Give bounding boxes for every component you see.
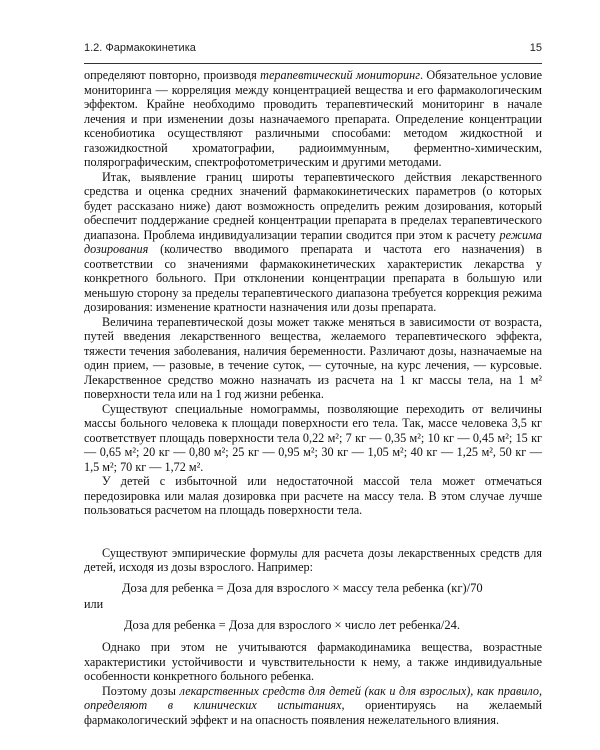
paragraph-nomograms: Существуют специальные номограммы, позволяющие переходить от величины массы больного человека к площади поверхности его тела. Так, массе человека 3,5 кг соответствует площадь поверхности тела 0,22 м²; 7 кг — 0,35 м²; 10 кг — 0,45 м²; 15 кг — 0,65 м²; 20 кг — 0,80 м²; 25 кг — 0,95 м²; 30 кг — 1,05 м²; 40 кг — 1,25 м², 50 кг — 1,5 м²; 70 кг — 1,72 м². <box>84 401 542 474</box>
formula-by-mass: Доза для ребенка = Доза для взрослого × массу тела ребенка (кг)/70 <box>122 580 483 595</box>
text-run: . Обязательное условие мониторинга — корреляция между концентрацией вещества и его фармакологическим эффектом. Крайне необходимо проводить терапевтический мониторинг в начале лечения и при изменении дозы назначаемого препарата. Определение концентрации ксенобиотика осуществляют различными способами: методом жидкостной и газожидкостной хроматографии, радиоиммунным, ферментно-химическим, полярографическим, спектрофотометрическим и другими методами. <box>84 68 542 169</box>
text-run: Поэтому дозы <box>102 683 180 698</box>
page-body <box>84 68 542 727</box>
paragraph-clinical-trials <box>84 684 542 728</box>
emphasis-term: режима дозирования <box>84 227 542 256</box>
paragraph-formulas-intro: Существуют эмпирические формулы для расчета дозы лекарственных средств для детей, исходя из дозы взрослого. Например: <box>84 545 542 574</box>
paragraph-dose-types: Величина терапевтической дозы может также меняться в зависимости от возраста, путей введения лекарственного вещества, желаемого терапевтического эффекта, тяжести течения заболевания, наличия беременности. Различают дозы, назначаемые на один прием, — разовые, в течение суток, — суточные, на курс лечения, — курсовые. Лекарственное средство можно назначать из расчета на 1 кг массы тела, на 1 м² поверхности тела или на 1 год жизни ребенка. <box>84 314 542 401</box>
text-run: ориентируясь на желаемый фармакологический эффект и на опасность появления нежелательного влияния. <box>84 698 542 727</box>
formula-by-age: Доза для ребенка = Доза для взрослого × число лет ребенка/24. <box>124 617 461 632</box>
page-number: 15 <box>529 42 542 54</box>
text-run: определяют повторно, производя <box>84 68 261 82</box>
or-connector: или <box>84 597 104 611</box>
paragraph-limitations: Однако при этом не учитываются фармакодинамика вещества, возрастные характеристики устойчивости и чувствительности к нему, а также индивидуальные особенности конкретного больного ребенка. <box>84 640 542 683</box>
section-title: 1.2. Фармакокинетика <box>84 42 196 54</box>
text-run: Итак, выявление границ широты терапевтического действия лекарственного средства и оценка средних значений фармакокинетических параметров (о которых будет рассказано ниже) дают возможность определить режим дозирования, который обеспечит поддержание средней концентрации препарата в пределах терапевтического диапазона. Проблема индивидуализации терапии сводится при этом к расчету <box>84 169 542 242</box>
header-rule <box>84 63 542 64</box>
emphasis-term: лекарственных средств для детей (как и для взрослых), как правило, определяют в клинических испытаниях, <box>84 683 542 712</box>
emphasis-term: терапевтический мониторинг <box>260 68 420 82</box>
paragraph-monitoring <box>84 68 542 170</box>
text-run: (количество вводимого препарата и частота его назначения) в соответствии со значениями фармакокинетических характеристик лекарства у конкретного больного. При отклонении концентрации препарата в большую или меньшую сторону за пределы терапевтического диапазона требуется коррекция режима дозирования: изменение кратности назначения или дозы препарата. <box>84 242 542 314</box>
paragraph-body-mass: У детей с избыточной или недостаточной массой тела может отмечаться передозировка или малая дозировка при расчете на массу тела. В этом случае лучше пользоваться расчетом на площадь поверхности тела. <box>84 474 542 517</box>
paragraph-dosing-regimen <box>84 170 542 315</box>
